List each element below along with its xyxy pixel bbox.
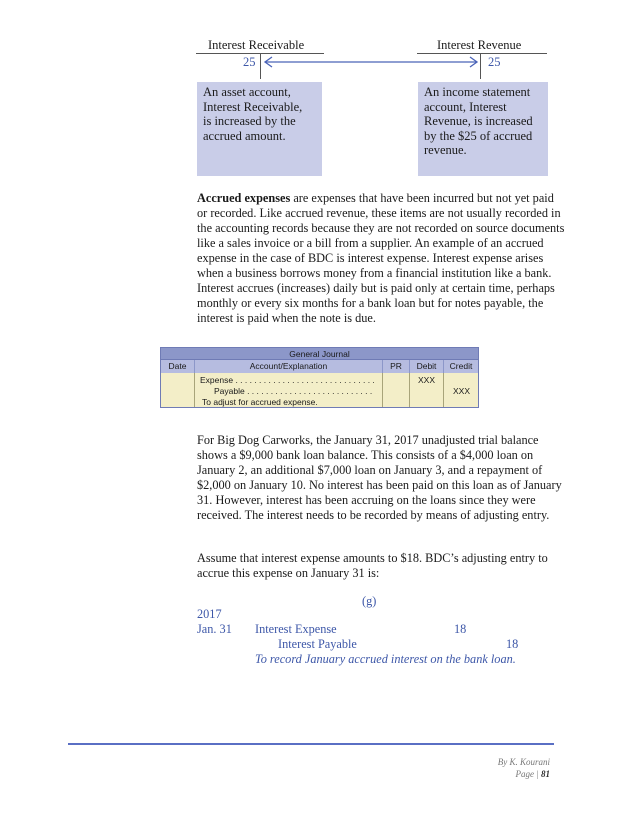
interest-revenue-credit: 25 [488,55,501,69]
interest-revenue-note [418,82,548,176]
t-account-divider-left [260,53,261,79]
col-pr: PR [383,360,410,373]
t-account-rule-right [417,53,547,54]
entry-date: Jan. 31 [197,622,232,636]
entry-year: 2017 [197,607,222,621]
note-line: Interest Receivable, [203,99,303,114]
col-date: Date [161,360,195,373]
col-credit: Credit [449,361,473,371]
entry-label: (g) [362,594,377,608]
note-line: An income statement [424,85,531,99]
entry-debit-account: Interest Expense [255,622,337,636]
double-arrow-icon [262,56,480,68]
note-line: An asset account, [203,85,291,99]
journal-credit-line: Payable . . . . . . . . . . . . . . . . . . . . . . . . . . . [214,386,373,396]
note-line: Revenue, is increased [424,114,533,128]
journal-title: General Journal [160,347,479,360]
accrued-expenses-paragraph [197,191,567,326]
page-number: 81 [541,769,550,779]
entry-debit-amount: 18 [454,622,467,636]
note-line: account, Interest [424,99,507,114]
big-dog-carworks-paragraph: For Big Dog Carworks, the January 31, 2017 unadjusted trial balance shows a $9,000 bank loan balance. This consists of a $4,000 loan on January 2, an additional $7,000 loan on January 3, and a repayment of $2,000 on January 10. No interest has been paid on this loan as of January 31. However, interest has been accruing on the loans since they were received. The interest needs to be recorded by means of adjusting entry. [197,433,562,522]
col-account: Account/Explanation [195,360,383,373]
page-label: Page | [515,769,539,779]
entry-credit-account: Interest Payable [278,637,357,651]
cell-date [161,373,195,407]
interest-receivable-note [197,82,322,176]
footer-page [516,769,550,779]
accrued-expenses-term: Accrued expenses [197,191,291,205]
cell-debit [410,373,444,407]
cell-account [195,373,383,407]
interest-receivable-debit: 25 [243,55,256,69]
note-line: revenue. [424,143,467,157]
journal-debit-line: Expense . . . . . . . . . . . . . . . . . . . . . . . . . . . . . . [200,375,375,385]
cell-pr [383,373,410,407]
entry-explanation: To record January accrued interest on the bank loan. [255,652,516,666]
cell-credit [444,373,478,407]
journal-debit-amount: XXX [418,375,436,385]
t-account-title-interest-receivable: Interest Receivable [208,38,305,52]
t-account-title-interest-revenue: Interest Revenue [437,38,522,52]
entry-credit-amount: 18 [506,637,519,651]
note-line: is increased by the [203,114,296,128]
journal-explanation: To adjust for accrued expense. [202,397,318,407]
journal-header-row [160,360,479,373]
footer-author: By K. Kourani [497,757,550,767]
col-debit: Debit [410,360,444,373]
note-line: by the $25 of accrued [424,128,533,143]
general-journal-table [160,347,479,408]
journal-body [160,373,479,408]
t-account-divider-right [480,53,481,79]
footer-rule [68,743,554,745]
journal-credit-amount: XXX [453,386,471,396]
paragraph-text: are expenses that have been incurred but not yet paid or recorded. Like accrued revenue, these items are not usually recorded in the accounting records because they are not recorded on source documents like a sales invoice or a bill from a supplier. An example of an accrued expense in the case of BDC is interest expense. Interest expense arises when a business borrows money from a financial institution like a bank. Interest accrues (increases) daily but is paid only at certain time, perhaps monthly or every six months for a bank loan but for notes payable, the interest is paid when the note is due. [197,191,565,325]
adjusting-entry-intro: Assume that interest expense amounts to $18. BDC’s adjusting entry to accrue this expense on January 31 is: [197,551,548,580]
note-line: accrued amount. [203,128,286,143]
